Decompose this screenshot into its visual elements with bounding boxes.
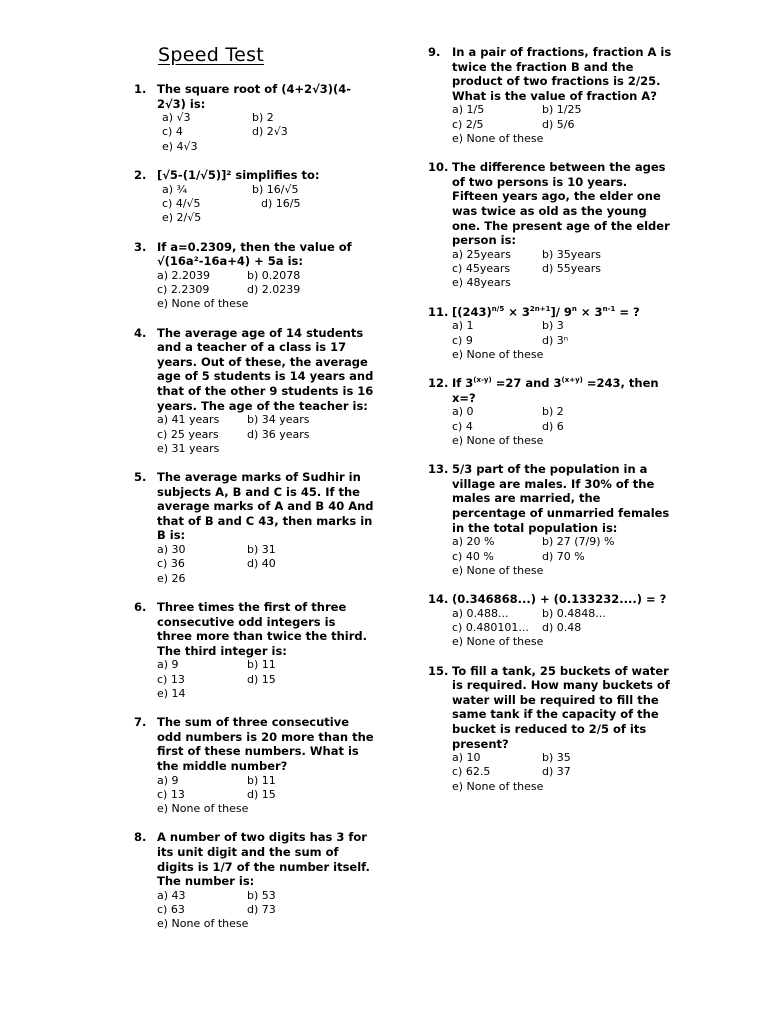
question-6: [134, 600, 374, 701]
answer-options: [157, 111, 374, 154]
option-c: c) 13: [157, 672, 185, 686]
answer-options: [452, 103, 674, 146]
option-e: e) 31 years: [157, 441, 220, 455]
question-2: [134, 168, 374, 225]
exponent: n/5: [491, 304, 505, 313]
option-b: b) 31: [247, 543, 276, 557]
expr-part: = ?: [615, 304, 640, 319]
option-a: a) 25years: [452, 247, 511, 261]
option-a: a) 1/5: [452, 103, 485, 117]
option-d: d) 73: [247, 903, 276, 917]
option-c: c) 45years: [452, 262, 511, 276]
question-text: (0.346868...) + (0.133232....) = ?: [452, 592, 667, 607]
option-a: a) 41 years: [157, 413, 220, 427]
right-column: [428, 45, 674, 808]
question-number: 1.: [134, 82, 147, 96]
question-text: [452, 305, 674, 320]
question-14: [428, 592, 674, 649]
expr-part: =243, then x=?: [452, 376, 659, 405]
exponent: n-1: [602, 304, 616, 313]
option-e: e) None of these: [157, 917, 249, 931]
option-a: a) 9: [157, 773, 179, 787]
question-7: [134, 715, 374, 816]
expr-part: × 3: [504, 304, 530, 319]
expr-part: [(243): [452, 304, 492, 319]
question-text: The sum of three consecutive odd numbers is 20 more than the first of these numbers. What is the middle number?: [157, 715, 374, 773]
left-column: [134, 82, 374, 946]
answer-options: [157, 543, 374, 586]
option-e: e) None of these: [452, 433, 544, 447]
option-d: d) 6: [542, 419, 564, 433]
question-number: 10.: [428, 160, 449, 175]
option-e: e) 14: [157, 686, 186, 700]
question-number: 11.: [428, 304, 449, 319]
answer-options: [452, 405, 674, 448]
question-text: [√5-(1/√5)]² simplifies to:: [157, 168, 320, 183]
question-text: The average marks of Sudhir in subjects A, B and C is 45. If the average marks of A and B 40 And that of B and C 43, then marks in B is:: [157, 470, 374, 543]
option-b: b) 27 (7/9) %: [542, 535, 615, 549]
exponent: n: [571, 304, 577, 313]
option-c: c) 4: [162, 125, 183, 139]
exponent: (x-y): [473, 376, 492, 385]
option-e: e) None of these: [452, 131, 544, 145]
option-b: b) 1/25: [542, 103, 582, 117]
option-c: c) 0.480101...: [452, 621, 529, 635]
option-d: d) 2.0239: [247, 283, 301, 297]
question-8: [134, 830, 374, 931]
option-c: c) 40 %: [452, 549, 494, 563]
option-e: e) 2/√5: [162, 211, 202, 225]
option-a: a) 10: [452, 751, 481, 765]
question-text: The difference between the ages of two persons is 10 years. Fifteen years ago, the elder one was twice as old as the young one. The present age of the elder person is:: [452, 160, 670, 248]
option-e: e) 26: [157, 571, 186, 585]
question-text: If a=0.2309, then the value of √(16a²-16a+4) + 5a is:: [157, 239, 352, 269]
question-text: The average age of 14 students and a teacher of a class is 17 years. Out of these, the average age of 5 students is 14 years and that of the other 9 students is 16 years. The age of the teacher is:: [157, 325, 374, 413]
question-number: 9.: [428, 45, 441, 59]
question-12: [428, 376, 674, 448]
expr-part: =27 and 3: [491, 376, 562, 391]
question-number: 2.: [134, 168, 147, 183]
question-number: 13.: [428, 462, 449, 477]
option-a: a) √3: [162, 111, 191, 125]
option-b: b) 35: [542, 751, 571, 765]
question-text: [452, 376, 674, 405]
page-title: Speed Test: [158, 44, 265, 66]
answer-options: [452, 535, 674, 578]
option-a: a) 30: [157, 543, 186, 557]
option-a: a) 9: [157, 658, 179, 672]
answer-options: [452, 751, 674, 794]
option-e: e) 48years: [452, 276, 511, 290]
option-a: a) 2.2039: [157, 268, 211, 282]
question-15: [428, 664, 674, 794]
option-a: a) 1: [452, 319, 474, 333]
option-b: b) 11: [247, 658, 276, 672]
option-c: c) 63: [157, 903, 185, 917]
expr-part: ]/ 9: [550, 304, 572, 319]
question-text: A number of two digits has 3 for its unit digit and the sum of digits is 1/7 of the number itself. The number is:: [157, 830, 370, 889]
option-d: d) 40: [247, 557, 276, 571]
question-number: 5.: [134, 470, 147, 485]
question-number: 4.: [134, 325, 147, 340]
option-d: d) 55years: [542, 262, 602, 276]
option-a: a) 0: [452, 405, 474, 419]
option-a: a) 43: [157, 888, 186, 902]
option-b: b) 16/√5: [252, 182, 299, 196]
answer-options: [157, 413, 374, 456]
option-b: b) 0.4848...: [542, 606, 606, 620]
option-c: c) 36: [157, 557, 185, 571]
option-c: c) 9: [452, 333, 473, 347]
option-c: c) 13: [157, 787, 185, 801]
question-10: [428, 160, 674, 290]
answer-options: [157, 889, 374, 932]
option-b: b) 0.2078: [247, 268, 301, 282]
answer-options: [452, 248, 674, 291]
question-number: 15.: [428, 663, 449, 678]
option-a: a) ¾: [162, 182, 188, 196]
answer-options: [157, 183, 374, 226]
option-c: c) 2/5: [452, 117, 484, 131]
answer-options: [452, 607, 674, 650]
option-b: b) 2: [542, 405, 564, 419]
answer-options: [452, 319, 674, 362]
exponent: (x+y): [561, 376, 583, 385]
question-text: 5/3 part of the population in a village are males. If 30% of the males are married, the percentage of unmarried females in the total population is:: [452, 462, 670, 535]
option-c: c) 25 years: [157, 427, 219, 441]
option-e: e) None of these: [452, 779, 544, 793]
option-d: d) 2√3: [252, 125, 288, 139]
option-e: e) 4√3: [162, 139, 198, 153]
question-text: Three times the first of three consecutive odd integers is three more than twice the third. The third integer is:: [157, 599, 368, 658]
option-d: d) 37: [542, 765, 571, 779]
option-e: e) None of these: [157, 802, 249, 816]
question-number: 8.: [134, 830, 147, 845]
question-5: [134, 470, 374, 586]
question-3: [134, 240, 374, 312]
question-number: 12.: [428, 376, 449, 391]
option-d: d) 0.48: [542, 621, 582, 635]
question-number: 14.: [428, 592, 449, 607]
option-d: d) 5/6: [542, 117, 575, 131]
question-13: [428, 462, 674, 578]
option-c: c) 2.2309: [157, 283, 210, 297]
question-number: 6.: [134, 599, 147, 614]
question-number: 3.: [134, 239, 147, 254]
option-d: d) 15: [247, 787, 276, 801]
question-text: In a pair of fractions, fraction A is twice the fraction B and the product of two fractions is 2/25. What is the value of fraction A?: [452, 45, 672, 103]
option-b: b) 53: [247, 888, 276, 902]
answer-options: [157, 774, 374, 817]
option-c: c) 62.5: [452, 765, 491, 779]
question-9: [428, 45, 674, 146]
question-number: 7.: [134, 715, 147, 730]
option-d: d) 70 %: [542, 549, 585, 563]
answer-options: [157, 658, 374, 701]
expr-part: If 3: [452, 376, 474, 391]
expr-part: × 3: [576, 304, 603, 319]
option-c: c) 4/√5: [162, 196, 201, 210]
option-e: e) None of these: [452, 563, 544, 577]
option-e: e) None of these: [157, 297, 249, 311]
option-d: d) 3ⁿ: [542, 333, 569, 347]
question-1: [134, 82, 374, 154]
question-text: To fill a tank, 25 buckets of water is required. How many buckets of water will be required to fill the same tank if the capacity of the bucket is reduced to 2/5 of its present?: [452, 663, 670, 751]
option-a: a) 20 %: [452, 535, 495, 549]
option-e: e) None of these: [452, 635, 544, 649]
option-d: d) 16/5: [261, 196, 301, 210]
answer-options: [157, 269, 374, 312]
option-d: d) 15: [247, 672, 276, 686]
question-text: The square root of (4+2√3)(4-2√3) is:: [157, 82, 352, 111]
option-a: a) 0.488...: [452, 606, 509, 620]
option-c: c) 4: [452, 419, 473, 433]
option-b: b) 2: [252, 111, 274, 125]
question-11: [428, 305, 674, 362]
question-4: [134, 326, 374, 456]
option-b: b) 11: [247, 773, 276, 787]
option-b: b) 3: [542, 319, 564, 333]
option-b: b) 34 years: [247, 413, 310, 427]
exponent: 2n+1: [529, 304, 551, 313]
option-d: d) 36 years: [247, 427, 310, 441]
option-e: e) None of these: [452, 347, 544, 361]
option-b: b) 35years: [542, 247, 602, 261]
